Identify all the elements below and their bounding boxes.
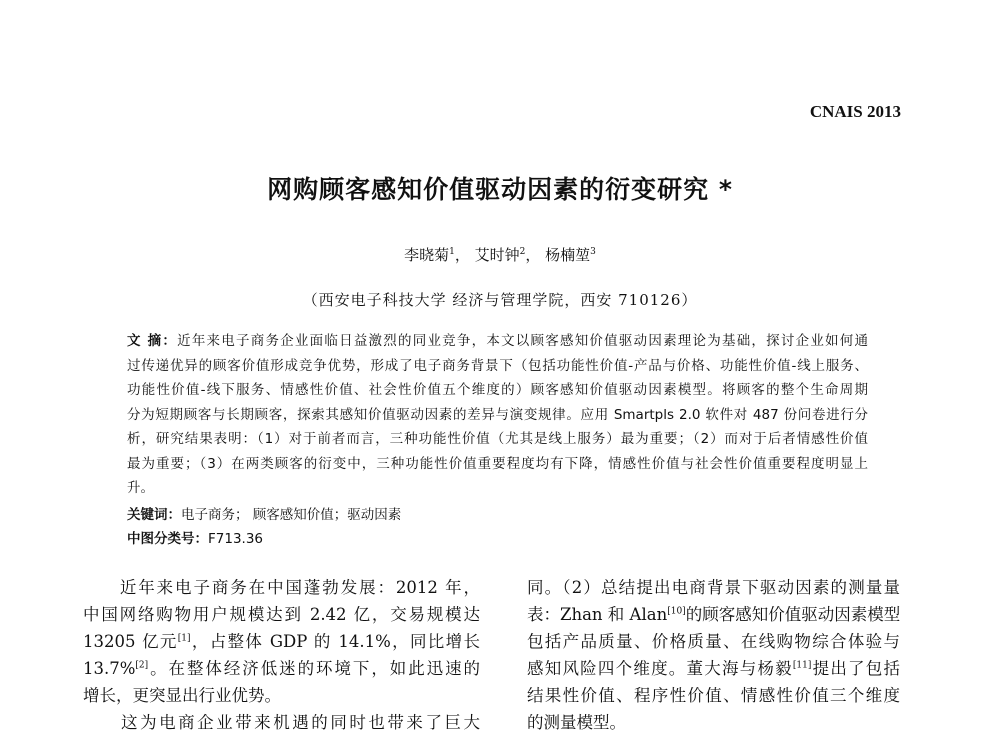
body-text-run: 提出了包括 bbox=[811, 659, 901, 678]
abstract-line bbox=[127, 455, 868, 473]
authors: 李晓菊$^1$， 艾时钟$^2$， 杨楠堃$^3$ bbox=[404, 246, 596, 264]
author-sup: 3 bbox=[590, 247, 596, 257]
abstract-line bbox=[127, 357, 868, 375]
classification-value: F713.36 bbox=[208, 531, 264, 547]
body-line bbox=[527, 713, 900, 733]
body-text-run: 包括产品质量、价格质量、在线购物综合体验与 bbox=[527, 632, 900, 651]
venue-label: CNAIS 2013 bbox=[809, 102, 901, 121]
citation: [11] bbox=[792, 660, 812, 671]
abstract-text: 分为短期顾客与长期顾客，探索其感知价值驱动因素的差异与演变规律。应用 Smartpls 2.0 软件对 487 份问卷进行分 bbox=[127, 406, 868, 423]
citation: [1] bbox=[177, 633, 191, 644]
abstract-line bbox=[127, 406, 868, 424]
citation: [2] bbox=[135, 660, 149, 671]
body-text-run: 。在整体经济低迷的环境下，如此迅速的 bbox=[148, 659, 480, 678]
body-text-run: 同。（2）总结提出电商背景下驱动因素的测量量 bbox=[527, 578, 900, 597]
abstract-line bbox=[127, 332, 868, 350]
paper-title: 网购顾客感知价值驱动因素的衍变研究 * bbox=[267, 175, 733, 204]
body-text-run: ，占整体 GDP 的 14.1%，同比增长 bbox=[190, 632, 480, 651]
body-text-run: 增长，更突显出行业优势。 bbox=[83, 686, 281, 705]
author-sup: 2 bbox=[519, 247, 526, 257]
abstract-label: 文 摘： bbox=[127, 333, 178, 349]
body-text-run: 13205 亿元 bbox=[83, 632, 178, 651]
body-text-run: 的测量模型。 bbox=[527, 713, 626, 732]
abstract-text: 最为重要；（3）在两类顾客的衍变中，三种功能性价值重要程度均有下降，情感性价值与社会性价值重要程度明显上 bbox=[127, 455, 868, 472]
body-text-run: 的顾客感知价值驱动因素模型 bbox=[685, 605, 901, 624]
body-text-run: 表：Zhan 和 Alan bbox=[527, 605, 668, 624]
body-text-run: 近年来电子商务在中国蓬勃发展：2012 年， bbox=[83, 578, 480, 597]
body-text-run: 结果性价值、程序性价值、情感性价值三个维度 bbox=[527, 686, 900, 705]
abstract-line bbox=[127, 381, 868, 399]
abstract-text: 析，研究结果表明：（1）对于前者而言，三种功能性价值（尤其是线上服务）最为重要；（2）而对于后者情感性价值 bbox=[127, 431, 868, 447]
author-sup: 1 bbox=[449, 247, 455, 257]
author-name: 李晓菊 bbox=[404, 246, 450, 264]
abstract-text: 升。 bbox=[127, 480, 154, 496]
body-text-run: 这为电商企业带来机遇的同时也带来了巨大 bbox=[83, 713, 480, 732]
abstract-text: 过传递优异的顾客价值形成竞争优势，形成了电子商务背景下（包括功能性价值-产品与价格、功能性价值-线上服务、 bbox=[127, 357, 868, 374]
abstract-line bbox=[127, 479, 868, 497]
classification bbox=[127, 530, 868, 548]
keywords-label: 关键词： bbox=[127, 507, 181, 523]
abstract-text: 近年来电子商务企业面临日益激烈的同业竞争，本文以顾客感知价值驱动因素理论为基础，探讨企业如何通 bbox=[177, 333, 869, 349]
keywords bbox=[127, 506, 868, 524]
body-line bbox=[527, 686, 900, 706]
body-line bbox=[83, 686, 480, 706]
body-line bbox=[83, 632, 480, 652]
abstract-line bbox=[127, 430, 868, 448]
author-name: 杨楠堃 bbox=[545, 246, 591, 264]
body-line bbox=[527, 578, 900, 598]
body-line bbox=[527, 632, 900, 652]
body-line bbox=[83, 659, 480, 679]
citation: [10] bbox=[667, 606, 686, 617]
body-text-run: 13.7% bbox=[83, 659, 136, 678]
abstract-text: 功能性价值-线下服务、情感性价值、社会性价值五个维度的）顾客感知价值驱动因素模型。将顾客的整个生命周期 bbox=[127, 382, 868, 398]
body-text-run: 感知风险四个维度。董大海与杨毅 bbox=[527, 659, 793, 678]
body-line bbox=[83, 713, 480, 733]
body-line bbox=[527, 605, 900, 625]
classification-label: 中图分类号： bbox=[127, 531, 208, 547]
affiliation: （西安电子科技大学 经济与管理学院，西安 710126） bbox=[302, 291, 698, 309]
keywords-value: 电子商务； 顾客感知价值；驱动因素 bbox=[181, 507, 402, 523]
body-line bbox=[83, 605, 480, 625]
body-line bbox=[527, 659, 900, 679]
body-line bbox=[83, 578, 480, 598]
author-name: 艾时钟 bbox=[474, 246, 520, 264]
body-text-run: 中国网络购物用户规模达到 2.42 亿，交易规模达 bbox=[83, 605, 480, 624]
